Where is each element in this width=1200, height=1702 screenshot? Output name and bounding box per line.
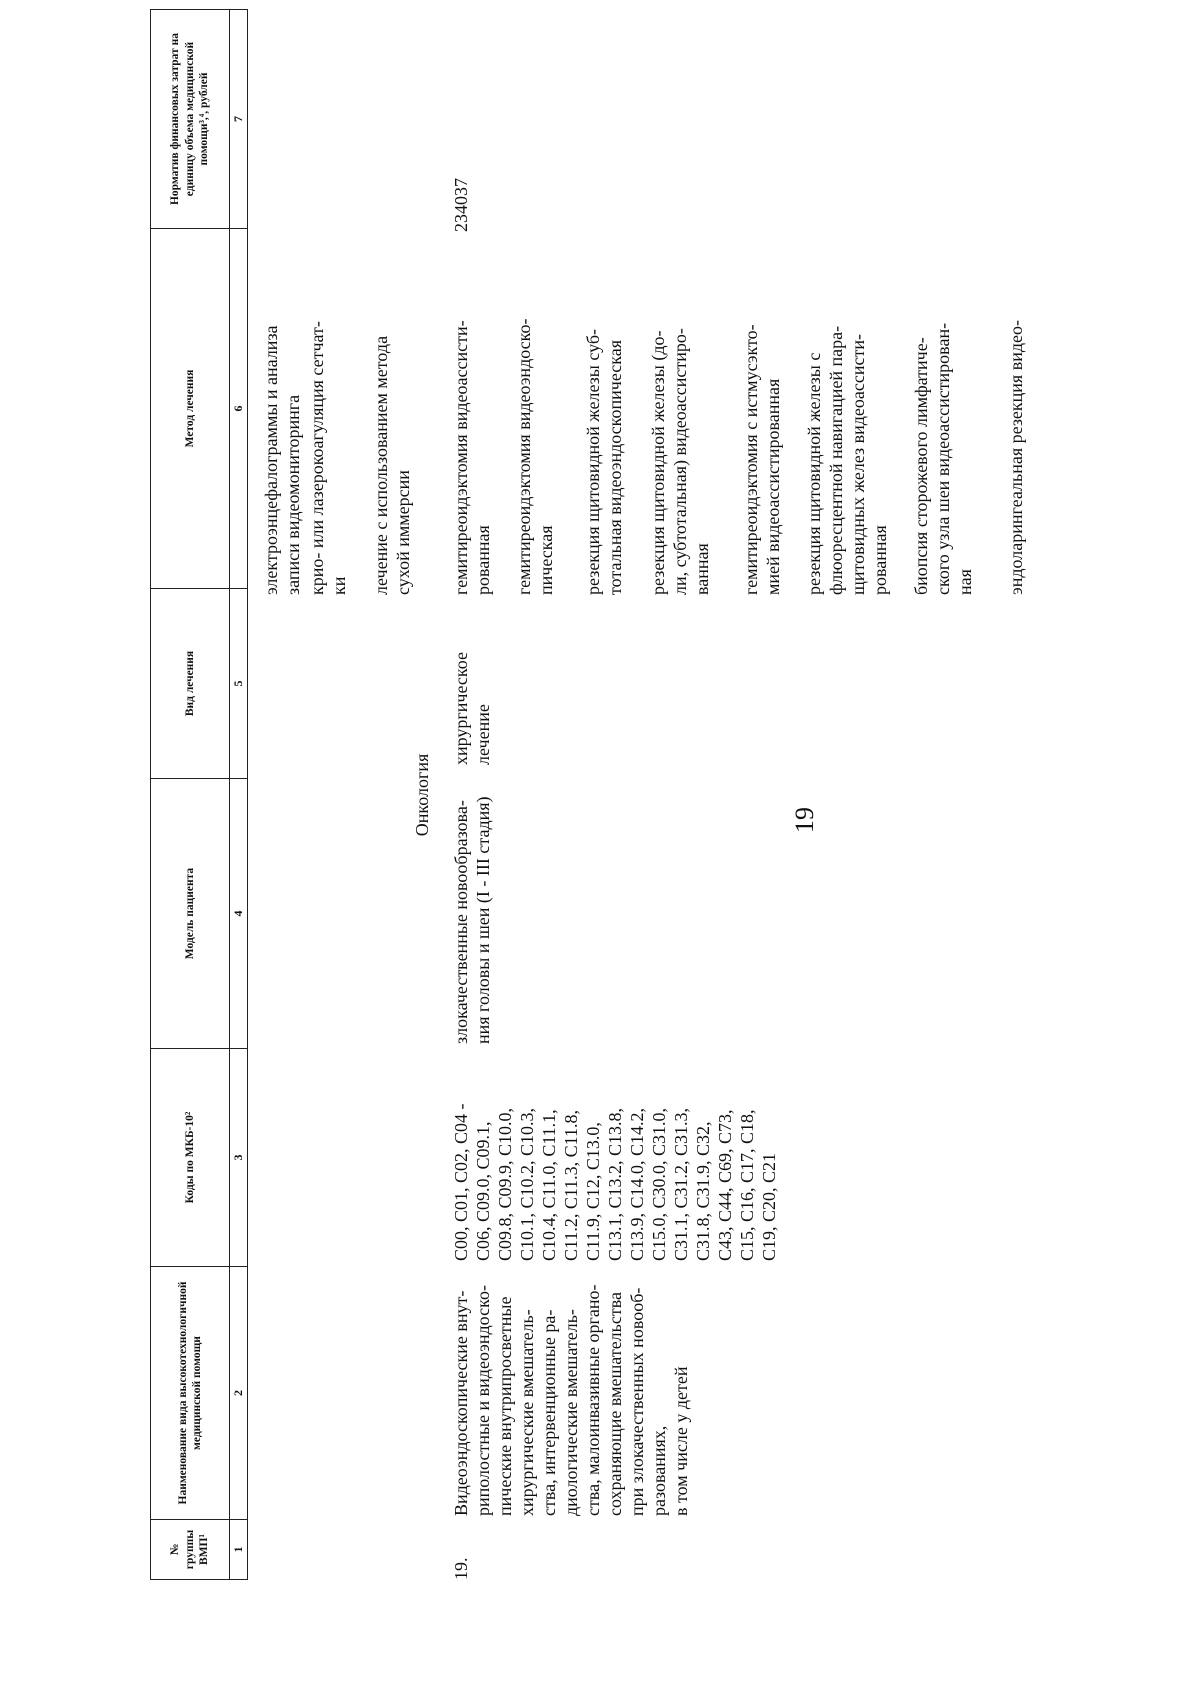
table-header <box>150 9 248 1580</box>
header-treatment-method: Метод лечения <box>151 229 230 589</box>
column-number: 3 <box>230 1049 248 1267</box>
treatment-method: гемитиреоидэктомия с истмусэкто- мией видеоассистированная <box>741 324 783 595</box>
header-cost-standard: Норматив финансовых затрат на единицу объема медицинской помощи³,⁴, рублей <box>151 10 230 229</box>
page-number: 19 <box>790 807 819 833</box>
treatment-method: резекция щитовидной железы (до- ли, субтотальная) видеоассистиро- ванная <box>648 328 712 595</box>
treatment-method: биопсия сторожевого лимфатиче- ского узла шеи видеоассистирован- ная <box>911 322 975 595</box>
column-number: 4 <box>230 779 248 1049</box>
treatment-method: резекция щитовидной железы с флюоресцентной навигацией пара- щитовидных желез видеоассисти- рованная <box>804 325 890 595</box>
treatment-method: эндоларингеальная резекция видео- <box>1006 320 1026 595</box>
rotated-page-content <box>150 0 1200 1690</box>
column-number: 7 <box>230 10 248 229</box>
treatment-method: гемитиреоидэктомия видеоассисти- рованная <box>451 320 493 595</box>
section-title: Онкология <box>412 753 432 837</box>
header-vmp-name: Наименование вида высокотехнологичной медицинской помощи <box>151 1267 230 1520</box>
vmp-name: Видеоэндоскопические внут- риполостные и видеоэндоско- пические внутрипросветные хирургические вмешатель- ства, интервенционные ра- диологические вмешатель- ства, малоинвазивные органо- сохраняющие вмешательства при злокачественных новооб- разованиях, в том числе у детей <box>451 1284 691 1516</box>
icd-codes: C00, C01, C02, C04 - C06, C09.0, C09.1, C09.8, C09.9, C10.0, C10.1, C10.2, C10.3, C10.4, C11.0, C11.1, C11.2, C11.3, C11.8, C11.9, C12, C13.0, C13.1, C13.2, C13.8, C13.9, C14.0, C14.2, C15.0, C30.0, C31.0, C31.1, C31.2, C31.3, C31.8, C31.9, C32, C43, C44, C69, C73, C15, C16, C17, C18, C19, C20, C21 <box>451 1103 779 1261</box>
header-icd-codes: Коды по МКБ-10² <box>151 1049 230 1267</box>
header-patient-model: Модель пациента <box>151 779 230 1049</box>
column-number: 5 <box>230 589 248 779</box>
column-number: 1 <box>230 1520 248 1580</box>
row-number: 19. <box>451 1557 471 1580</box>
header-treatment-type: Вид лечения <box>151 589 230 779</box>
treatment-method: гемитиреоидэктомия видеоэндоско- пическая <box>514 318 556 595</box>
continued-method: лечение с использованием метода сухой иммерсии <box>371 335 413 595</box>
continued-method: электроэнцефалограммы и анализа записи видеомониторинга <box>261 325 303 595</box>
header-group-number: № группы ВМП¹ <box>151 1520 230 1580</box>
treatment-type: хирургическое лечение <box>451 652 493 765</box>
patient-model: злокачественные новообразова- ния головы и шеи (I - III стадия) <box>451 796 493 1044</box>
column-number: 2 <box>230 1267 248 1520</box>
treatment-method: резекция щитовидной железы суб- тотальная видеоэндоскопическая <box>583 328 625 595</box>
continued-method: крио- или лазерокоагуляция сетчат- ки <box>307 321 349 595</box>
cost-standard: 234037 <box>451 178 471 232</box>
column-number: 6 <box>230 229 248 589</box>
